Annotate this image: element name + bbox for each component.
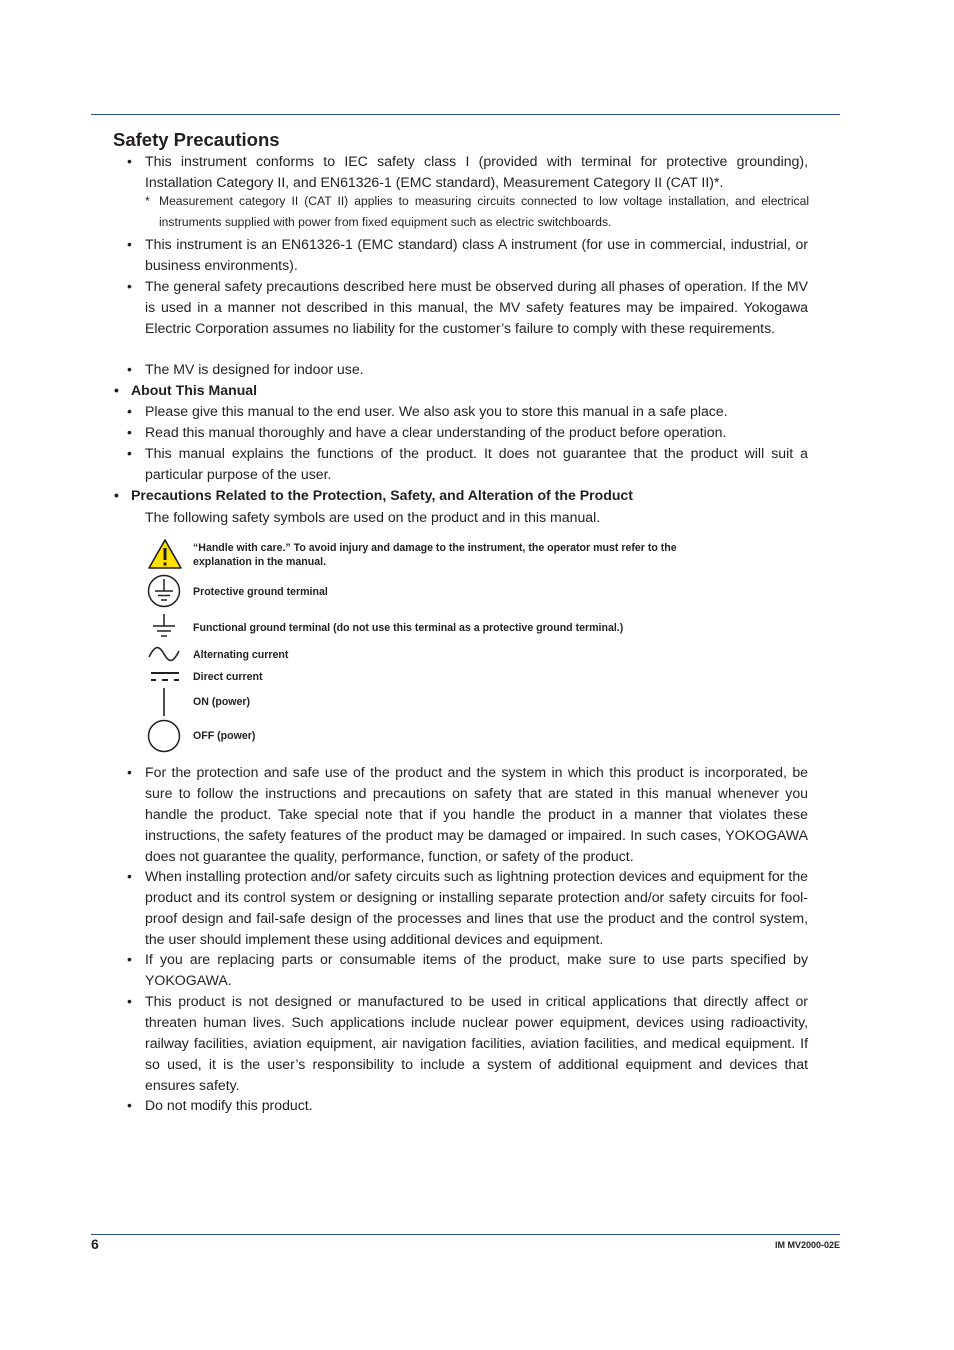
precaution-item-2: When installing protection and/or safety circuits such as lightning protection devices and equipment for the product and its control system or designing or installing separate protection and/or safety circuits for fool-proof design and fail-safe design of the processes and lines that use the product and the control system, the user should implement these using additional devices and equipment. — [145, 868, 808, 947]
power-off-icon — [147, 719, 181, 753]
footnote: Measurement category II (CAT II) applies to measuring circuits connected to low voltage installation, and electrical instruments supplied with power from fixed equipment such as electric switchboards. — [159, 194, 809, 229]
alternating-current-icon — [147, 645, 181, 663]
footnote-marker: * — [145, 194, 150, 208]
symbol-text-handle-with-care: “Handle with care.” To avoid injury and damage to the instrument, the operator must refer to the explanation in the manual. — [193, 542, 677, 568]
document-id: IM MV2000-02E — [774, 1240, 840, 1250]
intro-item-4: The MV is designed for indoor use. — [145, 361, 364, 377]
footer-rule — [91, 1234, 840, 1235]
section-bullet: • — [114, 487, 119, 503]
about-item-1: Please give this manual to the end user. We also ask you to store this manual in a safe place. — [145, 403, 728, 419]
bullet: • — [127, 403, 132, 419]
bullet: • — [127, 424, 132, 440]
direct-current-icon — [150, 670, 180, 684]
protective-ground-icon — [147, 574, 181, 608]
bullet: • — [127, 993, 132, 1009]
intro-item-3: The general safety precautions described here must be observed during all phases of operation. If the MV is used in a manner not described in this manual, the MV safety features may be impaired. Yokogawa Electric Corporation assumes no liability for the customer’s failure to comply with these requirements. — [145, 278, 808, 336]
precaution-item-1: For the protection and safe use of the product and the system in which this product is incorporated, be sure to follow the instructions and precautions on safety that are stated in this manual whenever you handle the product. Take special note that if you handle the product in a manner that violates these instructions, the safety features of the product may be damaged or impaired. In such cases, YOKOGAWA does not guarantee the quality, performance, function, or safety of the product. — [145, 764, 808, 864]
symbol-text-direct-current: Direct current — [193, 671, 263, 683]
about-item-3: This manual explains the functions of the product. It does not guarantee that the product will suit a particular purpose of the user. — [145, 445, 808, 482]
power-on-icon — [160, 687, 168, 717]
bullet: • — [127, 361, 132, 377]
symbol-text-protective-ground: Protective ground terminal — [193, 586, 328, 598]
bullet: • — [127, 951, 132, 967]
bullet: • — [127, 764, 132, 780]
intro-item-2: This instrument is an EN61326-1 (EMC standard) class A instrument (for use in commercial, industrial, or business environments). — [145, 236, 808, 273]
section-bullet: • — [114, 382, 119, 398]
symbol-text-power-on: ON (power) — [193, 696, 251, 708]
page-number: 6 — [91, 1236, 99, 1252]
bullet: • — [127, 153, 132, 169]
bullet: • — [127, 236, 132, 252]
bullet: • — [127, 278, 132, 294]
intro-item-1: This instrument conforms to IEC safety class I (provided with terminal for protective grounding), Installation Category II, and EN61326-1 (EMC standard), Measurement Category II (CAT II)*. — [145, 153, 808, 190]
precaution-item-3: If you are replacing parts or consumable items of the product, make sure to use parts specified by YOKOGAWA. — [145, 951, 808, 988]
header-rule — [91, 114, 840, 115]
about-heading: About This Manual — [131, 382, 258, 398]
symbol-text-power-off: OFF (power) — [193, 730, 256, 742]
functional-ground-icon — [152, 613, 176, 639]
precautions-heading: Precautions Related to the Protection, Safety, and Alteration of the Product — [131, 487, 633, 503]
symbol-text-alternating-current: Alternating current — [193, 649, 289, 661]
bullet: • — [127, 868, 132, 884]
symbol-text-functional-ground: Functional ground terminal (do not use this terminal as a protective ground terminal.) — [193, 622, 624, 634]
precautions-intro: The following safety symbols are used on the product and in this manual. — [145, 509, 601, 525]
bullet: • — [127, 445, 132, 461]
about-item-2: Read this manual thoroughly and have a clear understanding of the product before operation. — [145, 424, 727, 440]
bullet: • — [127, 1097, 132, 1113]
precaution-item-5: Do not modify this product. — [145, 1097, 313, 1113]
warning-triangle-icon — [147, 538, 183, 570]
precaution-item-4: This product is not designed or manufactured to be used in critical applications that directly affect or threaten human lives. Such applications include nuclear power equipment, devices using radioactivity, railway facilities, aviation equipment, air navigation facilities, aviation facilities, and medical equipment. If so used, it is the user’s responsibility to include a system of additional equipment and devices that ensures safety. — [145, 993, 808, 1093]
page-title: Safety Precautions — [113, 129, 280, 150]
